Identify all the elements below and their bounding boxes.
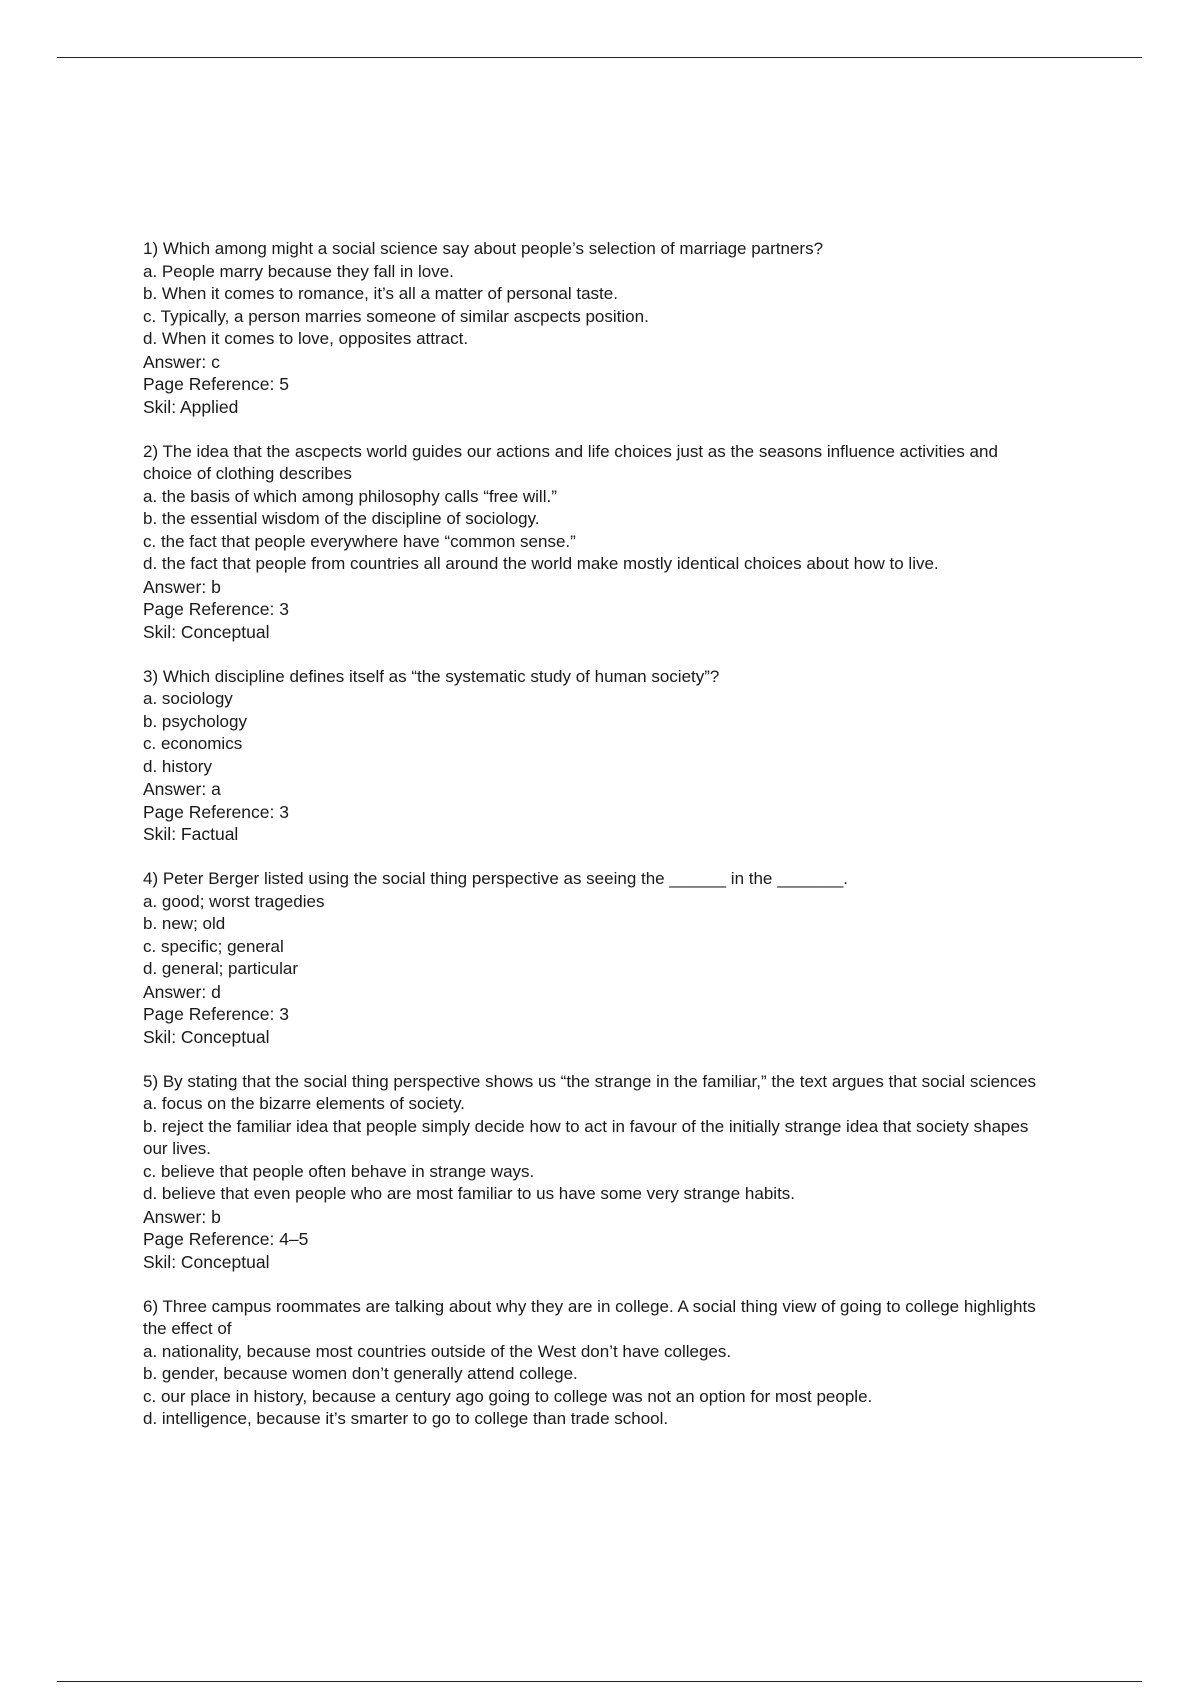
option-b: b. When it comes to romance, it’s all a matter of personal taste. [143,284,618,303]
bottom-rule [57,1681,1142,1682]
top-rule [57,57,1142,58]
page-reference: Page Reference: 4–5 [143,1229,309,1249]
skill: Skil: Applied [143,396,239,417]
option-a: a. People marry because they fall in love. [143,261,454,281]
option-b: b. gender, because women don’t generally attend college. [143,1364,578,1383]
option-a: a. nationality, because most countries outside of the West don’t have colleges. [143,1341,732,1361]
page-reference: Page Reference: 3 [143,801,289,822]
question-4 [143,868,1043,1048]
question-5 [143,1071,1043,1274]
skill: Skil: Conceptual [143,621,270,642]
option-b: b. new; old [143,914,226,933]
question-3 [143,666,1043,846]
option-a: a. good; worst tragedies [143,891,325,911]
option-a: a. focus on the bizarre elements of society. [143,1094,465,1113]
option-d: d. When it comes to love, opposites attract. [143,329,469,348]
option-c: c. specific; general [143,936,284,956]
page-reference: Page Reference: 5 [143,374,289,394]
option-c: c. believe that people often behave in strange ways. [143,1161,535,1181]
question-stem: 5) By stating that the social thing perspective shows us “the strange in the familiar,” the text argues that social sciences [143,1071,1036,1091]
answer: Answer: d [143,981,221,1002]
question-2 [143,441,1043,644]
option-d: d. the fact that people from countries all around the world make mostly identical choices about how to live. [143,554,939,573]
skill: Skil: Conceptual [143,1251,270,1272]
option-d: d. general; particular [143,959,298,978]
question-stem: 3) Which discipline defines itself as “the systematic study of human society”? [143,666,720,686]
option-c: c. economics [143,734,243,753]
skill: Skil: Conceptual [143,1026,270,1047]
skill: Skil: Factual [143,824,239,844]
question-stem: 4) Peter Berger listed using the social thing perspective as seeing the ______ in the _______. [143,869,849,888]
question-1 [143,238,1043,418]
answer: Answer: b [143,1206,221,1227]
page-reference: Page Reference: 3 [143,599,289,619]
option-d: d. history [143,756,212,776]
option-c: c. Typically, a person marries someone of similar ascpects position. [143,306,649,326]
answer: Answer: a [143,779,221,799]
question-6 [143,1296,1043,1431]
option-c: c. the fact that people everywhere have “common sense.” [143,531,576,551]
option-a: a. the basis of which among philosophy calls “free will.” [143,486,557,506]
document-body [143,238,1043,1453]
question-stem: 6) Three campus roommates are talking about why they are in college. A social thing view of going to college highlights the effect of [143,1296,1036,1338]
option-b: b. psychology [143,711,247,731]
option-b: b. reject the familiar idea that people simply decide how to act in favour of the initially strange idea that society shapes our lives. [143,1116,1029,1158]
answer: Answer: b [143,576,221,597]
answer: Answer: c [143,351,220,372]
page-reference: Page Reference: 3 [143,1004,289,1024]
option-d: d. intelligence, because it’s smarter to go to college than trade school. [143,1409,669,1428]
question-stem: 1) Which among might a social science say about people’s selection of marriage partners? [143,239,824,258]
option-a: a. sociology [143,689,233,708]
option-c: c. our place in history, because a century ago going to college was not an option for most people. [143,1386,873,1406]
option-d: d. believe that even people who are most familiar to us have some very strange habits. [143,1184,796,1203]
question-stem: 2) The idea that the ascpects world guides our actions and life choices just as the seasons influence activities and choice of clothing describes [143,441,998,483]
option-b: b. the essential wisdom of the discipline of sociology. [143,509,540,528]
